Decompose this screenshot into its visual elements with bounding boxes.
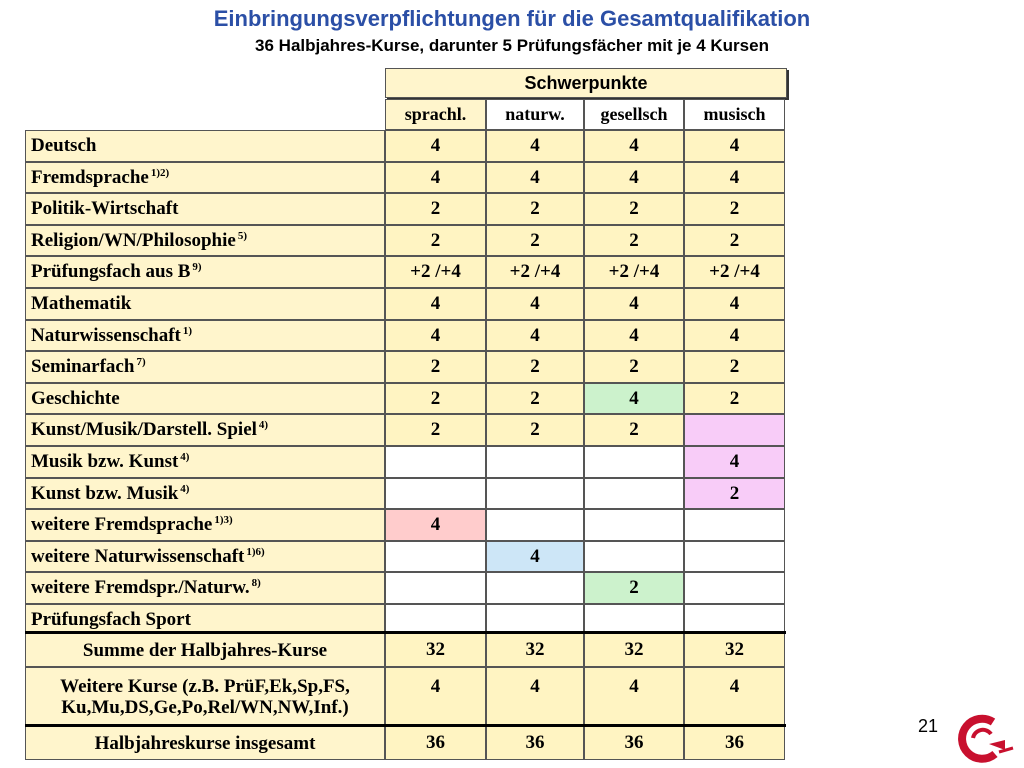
row-label-text: Prüfungsfach aus B: [31, 261, 191, 282]
value-cell: 4: [684, 130, 785, 162]
value-cell: [486, 478, 584, 509]
row-label: [25, 383, 385, 414]
value-cell: 4: [486, 288, 584, 320]
footnote-ref: 9): [192, 261, 202, 273]
footnote-ref: 1)3): [214, 514, 233, 526]
row-label: [25, 288, 385, 320]
row-label-text: Naturwissenschaft: [31, 324, 181, 346]
value-cell: 4: [385, 162, 486, 193]
footnote-ref: 1): [182, 324, 193, 337]
row-label: [25, 446, 385, 478]
row-label-text: weitere Fremdsprache: [31, 514, 213, 535]
row-label-text: Politik-Wirtschaft: [31, 198, 179, 219]
row-label-text: Mathematik: [31, 293, 132, 314]
value-cell: +2 /+4: [584, 256, 684, 288]
value-cell: 2: [584, 351, 684, 383]
value-cell: 2: [584, 414, 684, 446]
header-schwerpunkte: Schwerpunkte: [385, 68, 787, 98]
summary-value: 4: [684, 667, 785, 726]
value-cell: 2: [385, 225, 486, 256]
value-cell: 2: [684, 351, 785, 383]
row-label: [25, 509, 385, 541]
separator-line: [25, 724, 786, 727]
value-cell: [584, 478, 684, 509]
value-cell: 4: [684, 288, 785, 320]
row-label: [25, 320, 385, 351]
value-cell: 4: [584, 320, 684, 351]
row-label-text: Kunst bzw. Musik: [31, 482, 179, 504]
row-label: [25, 130, 385, 162]
value-cell: 2: [486, 225, 584, 256]
summary-label: Weitere Kurse (z.B. PrüF,Ek,Sp,FS, Ku,Mu,DS,Ge,Po,Rel/WN,NW,Inf.): [25, 667, 385, 726]
page-number: 21: [918, 716, 939, 736]
value-cell: 2: [584, 193, 684, 225]
value-cell: [385, 446, 486, 478]
footnote-ref: 7): [136, 356, 146, 368]
footnote-ref: 5): [237, 229, 247, 242]
summary-value: 36: [486, 726, 584, 760]
value-cell: [385, 572, 486, 604]
separator-line: [25, 631, 786, 634]
value-cell: [385, 541, 486, 572]
footnote-ref: 4): [180, 482, 190, 495]
value-cell: [684, 541, 785, 572]
summary-value: 32: [584, 633, 684, 667]
row-label-text: Prüfungsfach Sport: [31, 609, 191, 630]
summary-value: 4: [385, 667, 486, 726]
value-cell: +2 /+4: [486, 256, 584, 288]
value-cell: 4: [584, 130, 684, 162]
footnote-ref: 4): [180, 451, 190, 463]
value-cell: 4: [486, 320, 584, 351]
column-header-2: gesellsch: [584, 99, 684, 130]
footnote-ref: 8): [251, 577, 261, 589]
value-cell: 4: [385, 130, 486, 162]
value-cell: +2 /+4: [385, 256, 486, 288]
page-title: Einbringungsverpflichtungen für die Gesamtqualifikation: [213, 6, 811, 31]
value-cell: 4: [584, 162, 684, 193]
row-label: [25, 256, 385, 288]
page-subtitle: 36 Halbjahres-Kurse, darunter 5 Prüfungsfächer mit je 4 Kursen: [255, 36, 769, 55]
summary-value: 36: [385, 726, 486, 760]
value-cell: [584, 446, 684, 478]
value-cell: 4: [584, 288, 684, 320]
value-cell: 4: [584, 383, 684, 414]
value-cell: [584, 509, 684, 541]
row-label: [25, 541, 385, 572]
value-cell: [684, 572, 785, 604]
column-header-1: naturw.: [486, 99, 584, 130]
value-cell: [584, 541, 684, 572]
value-cell: 4: [385, 509, 486, 541]
value-cell: 2: [385, 383, 486, 414]
row-label: [25, 478, 385, 509]
value-cell: 4: [684, 320, 785, 351]
row-label: [25, 351, 385, 383]
value-cell: 4: [486, 130, 584, 162]
row-label-text: weitere Naturwissenschaft: [31, 545, 245, 567]
summary-value: 4: [584, 667, 684, 726]
value-cell: 4: [684, 446, 785, 478]
value-cell: [486, 509, 584, 541]
summary-label: Halbjahreskurse insgesamt: [25, 726, 385, 760]
summary-value: 36: [684, 726, 785, 760]
summary-value: 32: [684, 633, 785, 667]
row-label: [25, 414, 385, 446]
value-cell: [684, 509, 785, 541]
row-label-text: Geschichte: [31, 387, 120, 409]
value-cell: +2 /+4: [684, 256, 785, 288]
summary-value: 4: [486, 667, 584, 726]
value-cell: 2: [385, 414, 486, 446]
value-cell: 4: [684, 162, 785, 193]
value-cell: 2: [684, 225, 785, 256]
value-cell: 2: [684, 383, 785, 414]
value-cell: [385, 478, 486, 509]
value-cell: 2: [385, 193, 486, 225]
value-cell: [684, 414, 785, 446]
logo-icon: [955, 714, 1017, 764]
value-cell: 2: [385, 351, 486, 383]
summary-label: Summe der Halbjahres-Kurse: [25, 633, 385, 667]
summary-value: 36: [584, 726, 684, 760]
row-label-text: weitere Fremdspr./Naturw.: [31, 577, 250, 598]
row-label: [25, 572, 385, 604]
column-header-3: musisch: [684, 99, 785, 130]
row-label: [25, 162, 385, 193]
value-cell: 2: [486, 414, 584, 446]
value-cell: [486, 572, 584, 604]
column-header-0: sprachl.: [385, 99, 486, 130]
value-cell: 2: [486, 193, 584, 225]
row-label-text: Religion/WN/Philosophie: [31, 229, 236, 251]
footnote-ref: 1)2): [150, 166, 170, 179]
row-label: [25, 193, 385, 225]
row-label-text: Fremdsprache: [31, 166, 149, 188]
value-cell: 2: [684, 193, 785, 225]
footnote-ref: 1)6): [246, 545, 265, 558]
summary-value: 32: [486, 633, 584, 667]
value-cell: 2: [486, 351, 584, 383]
row-label-text: Kunst/Musik/Darstell. Spiel: [31, 419, 257, 440]
value-cell: 2: [584, 225, 684, 256]
row-label-text: Deutsch: [31, 135, 97, 156]
value-cell: [486, 446, 584, 478]
value-cell: 2: [684, 478, 785, 509]
value-cell: 4: [486, 541, 584, 572]
value-cell: 4: [385, 288, 486, 320]
summary-value: 32: [385, 633, 486, 667]
value-cell: 2: [584, 572, 684, 604]
row-label-text: Seminarfach: [31, 356, 135, 377]
footnote-ref: 4): [258, 419, 269, 431]
value-cell: 4: [486, 162, 584, 193]
value-cell: 4: [385, 320, 486, 351]
row-label-text: Musik bzw. Kunst: [31, 451, 179, 472]
value-cell: 2: [486, 383, 584, 414]
row-label: [25, 225, 385, 256]
